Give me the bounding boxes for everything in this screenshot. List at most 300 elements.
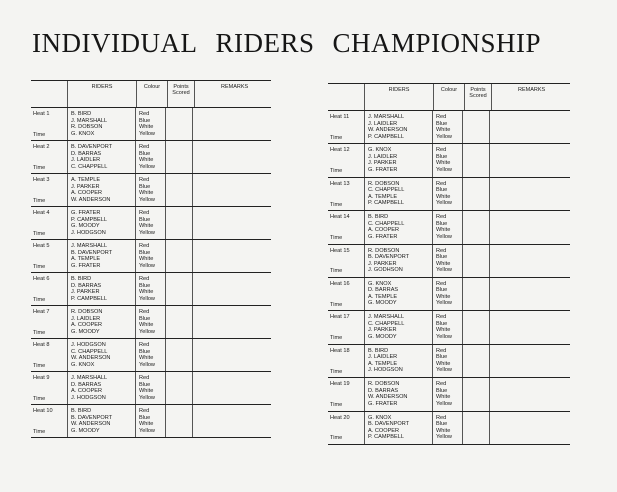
- remarks-cell[interactable]: [489, 412, 570, 444]
- rider-name: J. MARSHALL: [368, 114, 405, 120]
- table-header: [328, 84, 570, 111]
- rider-name: G. FRATER: [71, 210, 101, 216]
- heat-label: Heat 14: [330, 214, 350, 221]
- riders-cell: [67, 207, 135, 239]
- colour-name: White: [436, 327, 451, 334]
- heat-label: Heat 12: [330, 147, 350, 154]
- heats-table-right: [328, 83, 570, 445]
- remarks-cell[interactable]: [192, 207, 271, 239]
- rider-name: J. HODGSON: [71, 229, 106, 236]
- rider-name: B. BIRD: [71, 408, 92, 414]
- remarks-cell[interactable]: [192, 108, 271, 140]
- points-cell[interactable]: [462, 245, 489, 277]
- colour-name: Red: [436, 247, 447, 254]
- colour-name: Yellow: [139, 196, 155, 203]
- remarks-cell[interactable]: [489, 178, 570, 210]
- colour-name: Red: [139, 342, 150, 348]
- time-label: Time: [33, 131, 46, 138]
- rider-name: B. DAVENPORT: [368, 421, 410, 428]
- rider-name: J. MARSHALL: [71, 243, 108, 249]
- points-cell[interactable]: [165, 141, 192, 173]
- rider-name: P. CAMPBELL: [368, 434, 404, 441]
- riders-header: RIDERS: [67, 81, 136, 107]
- riders-cell: [364, 144, 432, 176]
- points-cell[interactable]: [165, 174, 192, 206]
- rider-name: R. DOBSON: [71, 309, 103, 315]
- rider-name: R. DOBSON: [368, 247, 400, 254]
- colour-cell: [135, 108, 165, 140]
- rider-name: A. TEMPLE: [71, 177, 101, 183]
- rider-name: A. TEMPLE: [368, 293, 398, 300]
- rider-name: W. ANDERSON: [368, 394, 408, 401]
- riders-cell: [364, 378, 432, 410]
- riders-cell: [364, 245, 432, 277]
- colour-name: White: [139, 256, 154, 262]
- colour-cell: [432, 211, 462, 243]
- rider-name: J. LAIDLER: [368, 354, 398, 361]
- rider-name: G. FRATER: [368, 233, 398, 240]
- points-cell[interactable]: [462, 345, 489, 377]
- colour-name: Red: [139, 177, 150, 183]
- points-cell[interactable]: [462, 412, 489, 444]
- rider-name: G. MOODY: [71, 223, 100, 229]
- time-label: Time: [33, 362, 46, 369]
- colour-name: Red: [436, 114, 447, 120]
- riders-header: RIDERS: [364, 84, 433, 110]
- colour-name: White: [139, 322, 154, 328]
- heat-row: [31, 108, 271, 141]
- colour-name: Blue: [139, 414, 151, 421]
- rider-name: W. ANDERSON: [71, 355, 111, 361]
- heat-row: [328, 178, 570, 211]
- heat-label: Heat 9: [33, 375, 50, 381]
- rider-name: J. PARKER: [368, 327, 397, 334]
- time-label: Time: [330, 268, 343, 275]
- colour-name: Blue: [436, 354, 448, 361]
- colour-header: Colour: [136, 81, 167, 107]
- colour-name: Yellow: [139, 427, 155, 434]
- heat-row: [328, 278, 570, 311]
- colour-name: White: [436, 227, 451, 234]
- colour-name: Blue: [436, 387, 448, 394]
- colour-name: Blue: [139, 150, 151, 157]
- colour-cell: [432, 378, 462, 410]
- rider-name: W. ANDERSON: [71, 196, 111, 203]
- heat-label: Heat 19: [330, 381, 350, 388]
- colour-name: Blue: [436, 220, 448, 227]
- colour-name: Red: [139, 144, 150, 150]
- rider-name: A. COOPER: [71, 388, 103, 394]
- colour-name: White: [436, 127, 451, 133]
- rider-name: J. LAIDLER: [368, 153, 398, 160]
- colour-cell: [432, 345, 462, 377]
- rider-name: G. KNOX: [71, 361, 95, 368]
- points-cell[interactable]: [165, 339, 192, 371]
- rider-name: G. FRATER: [368, 400, 398, 407]
- colour-cell: [135, 141, 165, 173]
- time-label: Time: [330, 435, 343, 442]
- colour-name: Yellow: [436, 166, 452, 173]
- colour-name: White: [139, 289, 154, 295]
- remarks-cell[interactable]: [192, 306, 271, 338]
- points-header: Points Scored: [167, 81, 194, 107]
- rider-name: B. DAVENPORT: [71, 249, 113, 256]
- colour-cell: [135, 174, 165, 206]
- heat-row: [328, 378, 570, 411]
- rider-name: D. BARRAS: [71, 150, 102, 157]
- colour-name: Red: [139, 210, 150, 216]
- rider-name: G. KNOX: [368, 280, 392, 287]
- points-cell[interactable]: [165, 108, 192, 140]
- remarks-cell[interactable]: [489, 211, 570, 243]
- colour-name: White: [436, 160, 451, 167]
- colour-name: Red: [436, 147, 447, 154]
- colour-name: Red: [436, 314, 447, 321]
- remarks-cell[interactable]: [489, 345, 570, 377]
- time-label: Time: [330, 301, 343, 308]
- heat-row: [31, 306, 271, 339]
- time-label: Time: [33, 230, 46, 237]
- heat-label: Heat 1: [33, 111, 50, 117]
- rider-name: B. DAVENPORT: [368, 254, 410, 261]
- remarks-header: REMARKS: [491, 84, 570, 110]
- rider-name: J. PARKER: [71, 289, 100, 295]
- rider-name: J. MARSHALL: [71, 375, 108, 381]
- points-cell[interactable]: [462, 144, 489, 176]
- time-label: Time: [33, 263, 46, 270]
- colour-name: White: [139, 355, 154, 361]
- colour-name: White: [139, 190, 154, 196]
- heat-row: [328, 111, 570, 144]
- heat-label: Heat 4: [33, 210, 50, 216]
- colour-cell: [432, 178, 462, 210]
- heat-label: Heat 20: [330, 414, 350, 421]
- points-cell[interactable]: [165, 240, 192, 272]
- colour-cell: [135, 372, 165, 404]
- remarks-cell[interactable]: [489, 245, 570, 277]
- heat-label: Heat 18: [330, 347, 350, 354]
- colour-name: Yellow: [139, 394, 155, 401]
- colour-cell: [135, 339, 165, 371]
- heat-label: Heat 6: [33, 276, 50, 282]
- heat-row: [31, 207, 271, 240]
- rider-name: J. HODGSON: [71, 394, 106, 401]
- rider-name: D. BARRAS: [71, 381, 102, 388]
- colour-name: White: [436, 427, 451, 434]
- rider-name: R. DOBSON: [368, 381, 400, 388]
- riders-cell: [67, 108, 135, 140]
- colour-name: White: [436, 394, 451, 401]
- table-header: [31, 81, 271, 108]
- riders-cell: [364, 178, 432, 210]
- riders-cell: [67, 174, 135, 206]
- rider-name: J. HODGSON: [71, 342, 106, 348]
- heat-row: [31, 372, 271, 405]
- colour-name: Blue: [436, 120, 448, 127]
- colour-name: Yellow: [436, 434, 452, 441]
- heat-label: Heat 3: [33, 177, 50, 183]
- riders-cell: [67, 405, 135, 437]
- rider-name: W. ANDERSON: [368, 127, 408, 133]
- colour-name: Red: [139, 276, 150, 282]
- time-label: Time: [33, 164, 46, 171]
- time-label: Time: [330, 402, 343, 409]
- rider-name: C. CHAPPELL: [71, 348, 108, 355]
- rider-name: G. KNOX: [71, 130, 95, 137]
- remarks-cell[interactable]: [192, 240, 271, 272]
- time-label: Time: [330, 201, 343, 208]
- rider-name: G. KNOX: [368, 147, 392, 154]
- colour-name: White: [139, 223, 154, 229]
- riders-cell: [364, 412, 432, 444]
- remarks-header: REMARKS: [194, 81, 271, 107]
- heats-table-left: [31, 80, 271, 438]
- time-label: Time: [33, 395, 46, 402]
- rider-name: P. CAMPBELL: [71, 295, 107, 302]
- colour-cell: [432, 144, 462, 176]
- colour-cell: [432, 245, 462, 277]
- riders-cell: [67, 240, 135, 272]
- riders-cell: [364, 311, 432, 343]
- points-cell[interactable]: [165, 405, 192, 437]
- time-label: Time: [33, 296, 46, 303]
- colour-name: Yellow: [436, 133, 452, 140]
- colour-name: Yellow: [139, 361, 155, 368]
- rider-name: J. PARKER: [71, 183, 100, 190]
- rider-name: C. CHAPPELL: [368, 320, 405, 327]
- rider-name: J. MARSHALL: [368, 314, 405, 321]
- riders-cell: [364, 211, 432, 243]
- riders-cell: [364, 111, 432, 143]
- colour-name: Red: [139, 243, 150, 249]
- riders-cell: [67, 306, 135, 338]
- colour-name: Blue: [139, 249, 151, 256]
- rider-name: D. BARRAS: [368, 287, 399, 294]
- remarks-cell[interactable]: [192, 273, 271, 305]
- colour-name: Yellow: [139, 130, 155, 137]
- rider-name: G. FRATER: [368, 166, 398, 173]
- colour-name: Yellow: [139, 295, 155, 302]
- colour-cell: [135, 240, 165, 272]
- rider-name: J. PARKER: [368, 260, 397, 267]
- rider-name: P. CAMPBELL: [368, 133, 404, 140]
- rider-name: R. DOBSON: [71, 124, 103, 130]
- rider-name: B. BIRD: [71, 276, 92, 282]
- remarks-cell[interactable]: [489, 378, 570, 410]
- colour-name: Blue: [139, 381, 151, 388]
- rider-name: C. CHAPPELL: [368, 187, 405, 194]
- riders-cell: [67, 372, 135, 404]
- remarks-cell[interactable]: [192, 141, 271, 173]
- rider-name: A. COOPER: [71, 322, 103, 328]
- heat-label: Heat 5: [33, 243, 50, 249]
- colour-header: Colour: [433, 84, 464, 110]
- heat-row: [31, 141, 271, 174]
- points-cell[interactable]: [165, 372, 192, 404]
- rider-name: A. COOPER: [71, 190, 103, 196]
- colour-name: Red: [436, 347, 447, 354]
- rider-name: J. GODHSON: [368, 267, 403, 274]
- riders-cell: [67, 141, 135, 173]
- colour-name: Blue: [436, 254, 448, 261]
- colour-name: Blue: [436, 320, 448, 327]
- colour-name: Yellow: [436, 200, 452, 207]
- heat-label: Heat 16: [330, 280, 350, 287]
- time-label: Time: [330, 368, 343, 375]
- remarks-cell[interactable]: [192, 339, 271, 371]
- rider-name: G. MOODY: [368, 300, 397, 307]
- rider-name: B. BIRD: [368, 347, 389, 354]
- colour-name: Blue: [436, 187, 448, 194]
- riders-cell: [364, 278, 432, 310]
- colour-cell: [135, 273, 165, 305]
- rider-name: J. HODGSON: [368, 367, 403, 374]
- points-cell[interactable]: [462, 278, 489, 310]
- rider-name: C. CHAPPELL: [368, 220, 405, 227]
- remarks-cell[interactable]: [489, 111, 570, 143]
- riders-cell: [67, 339, 135, 371]
- heat-label: Heat 15: [330, 247, 350, 254]
- colour-name: Yellow: [436, 267, 452, 274]
- colour-name: Blue: [139, 315, 151, 322]
- points-cell[interactable]: [462, 211, 489, 243]
- rider-name: P. CAMPBELL: [368, 200, 404, 207]
- rider-name: G. MOODY: [368, 333, 397, 340]
- rider-name: J. LAIDLER: [71, 315, 101, 322]
- colour-cell: [135, 207, 165, 239]
- points-cell[interactable]: [462, 378, 489, 410]
- time-label: Time: [33, 329, 46, 336]
- colour-cell: [432, 311, 462, 343]
- colour-name: White: [139, 421, 154, 427]
- colour-name: Yellow: [436, 300, 452, 307]
- heat-label: Heat 8: [33, 342, 50, 348]
- colour-name: Blue: [436, 153, 448, 160]
- remarks-cell[interactable]: [192, 174, 271, 206]
- time-label: Time: [330, 168, 343, 175]
- colour-name: Red: [139, 309, 150, 315]
- points-cell[interactable]: [462, 178, 489, 210]
- points-cell[interactable]: [165, 207, 192, 239]
- remarks-cell[interactable]: [192, 405, 271, 437]
- heat-label: Heat 10: [33, 408, 53, 414]
- remarks-cell[interactable]: [489, 144, 570, 176]
- colour-name: White: [436, 260, 451, 267]
- heat-label: Heat 2: [33, 144, 50, 150]
- colour-name: Yellow: [139, 163, 155, 170]
- points-cell[interactable]: [462, 311, 489, 343]
- rider-name: B. BIRD: [368, 214, 389, 221]
- colour-name: White: [139, 157, 154, 163]
- riders-cell: [364, 345, 432, 377]
- colour-name: Red: [139, 408, 150, 414]
- rider-name: A. TEMPLE: [71, 256, 101, 262]
- colour-name: Blue: [139, 117, 151, 124]
- heat-label: Heat 17: [330, 314, 350, 321]
- colour-name: Blue: [139, 216, 151, 223]
- rider-name: A. COOPER: [368, 227, 400, 234]
- rider-name: A. TEMPLE: [368, 360, 398, 367]
- colour-name: Red: [436, 280, 447, 287]
- points-cell[interactable]: [165, 306, 192, 338]
- time-label: Time: [330, 235, 343, 242]
- rider-name: J. LAIDLER: [71, 157, 101, 163]
- rider-name: G. MOODY: [71, 427, 100, 434]
- title-word-3: CHAMPIONSHIP: [332, 28, 542, 58]
- colour-name: Red: [436, 414, 447, 421]
- remarks-cell[interactable]: [192, 372, 271, 404]
- colour-name: White: [436, 293, 451, 300]
- rider-name: J. PARKER: [368, 160, 397, 167]
- rider-name: G. FRATER: [71, 262, 101, 269]
- heat-row: [31, 405, 271, 438]
- rider-name: A. TEMPLE: [368, 193, 398, 200]
- heat-row: [328, 245, 570, 278]
- riders-cell: [67, 273, 135, 305]
- heat-row: [328, 144, 570, 177]
- rider-name: G. KNOX: [368, 414, 392, 421]
- colour-cell: [432, 278, 462, 310]
- rider-name: R. DOBSON: [368, 180, 400, 187]
- rider-name: W. ANDERSON: [71, 421, 111, 427]
- colour-name: Yellow: [436, 400, 452, 407]
- rider-name: J. LAIDLER: [368, 120, 398, 127]
- colour-cell: [135, 306, 165, 338]
- colour-name: Red: [139, 111, 150, 117]
- colour-name: Yellow: [139, 328, 155, 335]
- colour-cell: [432, 412, 462, 444]
- rider-name: P. CAMPBELL: [71, 216, 107, 223]
- colour-name: White: [436, 360, 451, 367]
- colour-name: Yellow: [139, 262, 155, 269]
- rider-name: D. BARRAS: [71, 282, 102, 289]
- time-label: Time: [33, 428, 46, 435]
- colour-name: Blue: [139, 183, 151, 190]
- points-cell[interactable]: [165, 273, 192, 305]
- colour-name: Blue: [436, 421, 448, 428]
- rider-name: C. CHAPPELL: [71, 163, 108, 170]
- remarks-cell[interactable]: [489, 311, 570, 343]
- colour-name: White: [139, 124, 154, 130]
- time-label: Time: [330, 134, 343, 141]
- colour-name: Yellow: [436, 367, 452, 374]
- points-header: Points Scored: [464, 84, 491, 110]
- rider-name: G. MOODY: [71, 328, 100, 335]
- colour-cell: [432, 111, 462, 143]
- colour-name: Red: [436, 381, 447, 388]
- title-word-1: INDIVIDUAL: [32, 28, 198, 58]
- colour-name: Red: [139, 375, 150, 381]
- rider-name: D. BARRAS: [368, 387, 399, 394]
- colour-name: Yellow: [139, 229, 155, 236]
- heat-row: [31, 273, 271, 306]
- colour-name: White: [139, 388, 154, 394]
- rider-name: J. MARSHALL: [71, 117, 108, 124]
- points-cell[interactable]: [462, 111, 489, 143]
- rider-name: A. COOPER: [368, 427, 400, 434]
- heat-label: Heat 7: [33, 309, 50, 315]
- rider-name: B. DAVENPORT: [71, 414, 113, 421]
- remarks-cell[interactable]: [489, 278, 570, 310]
- heat-row: [31, 240, 271, 273]
- rider-name: B. BIRD: [71, 111, 92, 117]
- colour-name: Blue: [139, 348, 151, 355]
- heat-label: Heat 13: [330, 180, 350, 187]
- colour-name: Blue: [436, 287, 448, 294]
- colour-name: Blue: [139, 282, 151, 289]
- heat-row: [31, 339, 271, 372]
- time-label: Time: [33, 197, 46, 204]
